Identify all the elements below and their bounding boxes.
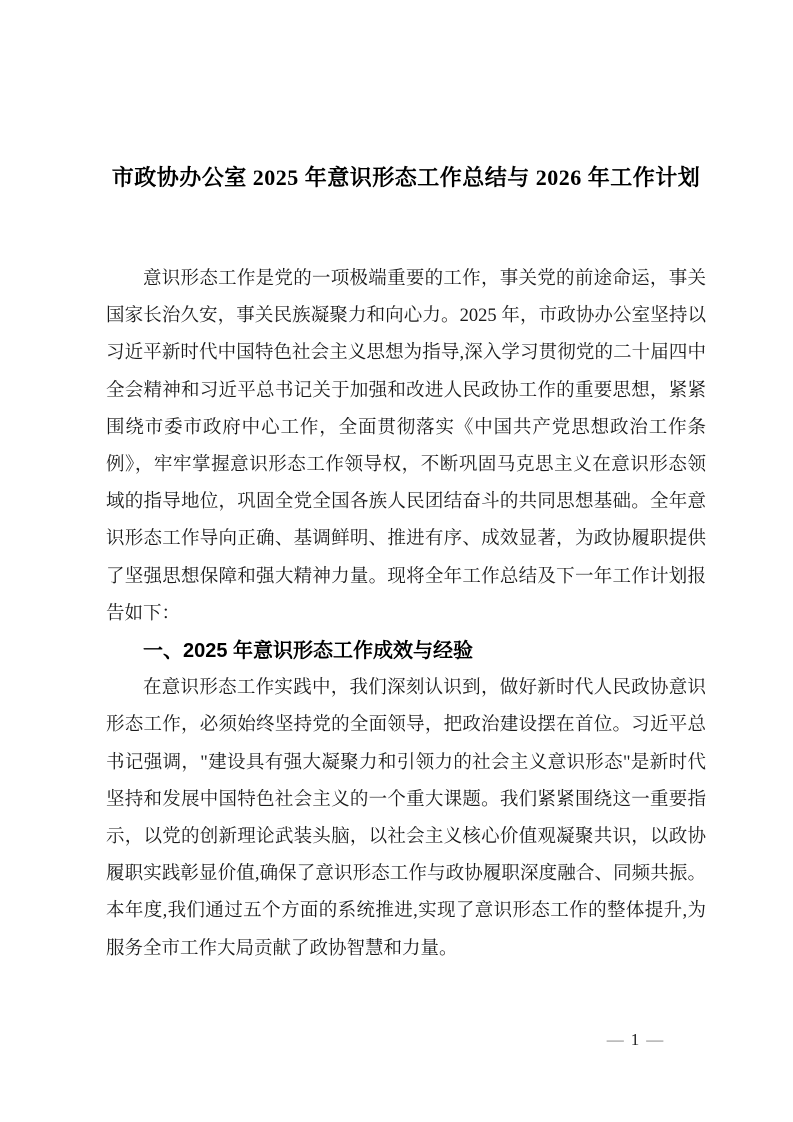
section-heading-1: 一、2025 年意识形态工作成效与经验 [143,640,474,663]
body-paragraph-2: 在意识形态工作实践中，我们深刻认识到，做好新时代人民政协意识形态工作，必须始终坚持党的全面领导，把政治建设摆在首位。习近平总书记强调，"建设具有强大凝聚力和引领力的社会主义意识形态"是新时代坚持和发展中国特色社会主义的一个重大课题。我们紧紧围绕这一重要指示，以党的创新理论武装头脑，以社会主义核心价值观凝聚共识，以政协履职实践彰显价值,确保了意识形态工作与政协履职深度融合、同频共振。本年度,我们通过五个方面的系统推进,实现了意识形态工作的整体提升,为服务全市工作大局贡献了政协智慧和力量。 [106,678,706,959]
document-body [106,261,706,968]
body-paragraph-1: 意识形态工作是党的一项极端重要的工作，事关党的前途命运，事关国家长治久安，事关民族凝聚力和向心力。2025 年，市政协办公室坚持以习近平新时代中国特色社会主义思想为指导,深入学习贯彻党的二十届四中全会精神和习近平总书记关于加强和改进人民政协工作的重要思想，紧紧围绕市委市政府中心工作，全面贯彻落实《中国共产党思想政治工作条例》，牢牢掌握意识形态工作领导权，不断巩固马克思主义在意识形态领域的指导地位，巩固全党全国各族人民团结奋斗的共同思想基础。全年意识形态工作导向正确、基调鲜明、推进有序、成效显著，为政协履职提供了坚强思想保障和强大精神力量。现将全年工作总结及下一年工作计划报告如下： [106,269,706,624]
page-number [560,1030,710,1050]
page-number-value: 1 [630,1030,640,1049]
page-number-dash-left: — [606,1030,624,1049]
document-content [106,163,706,968]
page-number-dash-right: — [646,1030,664,1049]
document-title: 市政协办公室 2025 年意识形态工作总结与 2026 年工作计划 [111,165,701,190]
